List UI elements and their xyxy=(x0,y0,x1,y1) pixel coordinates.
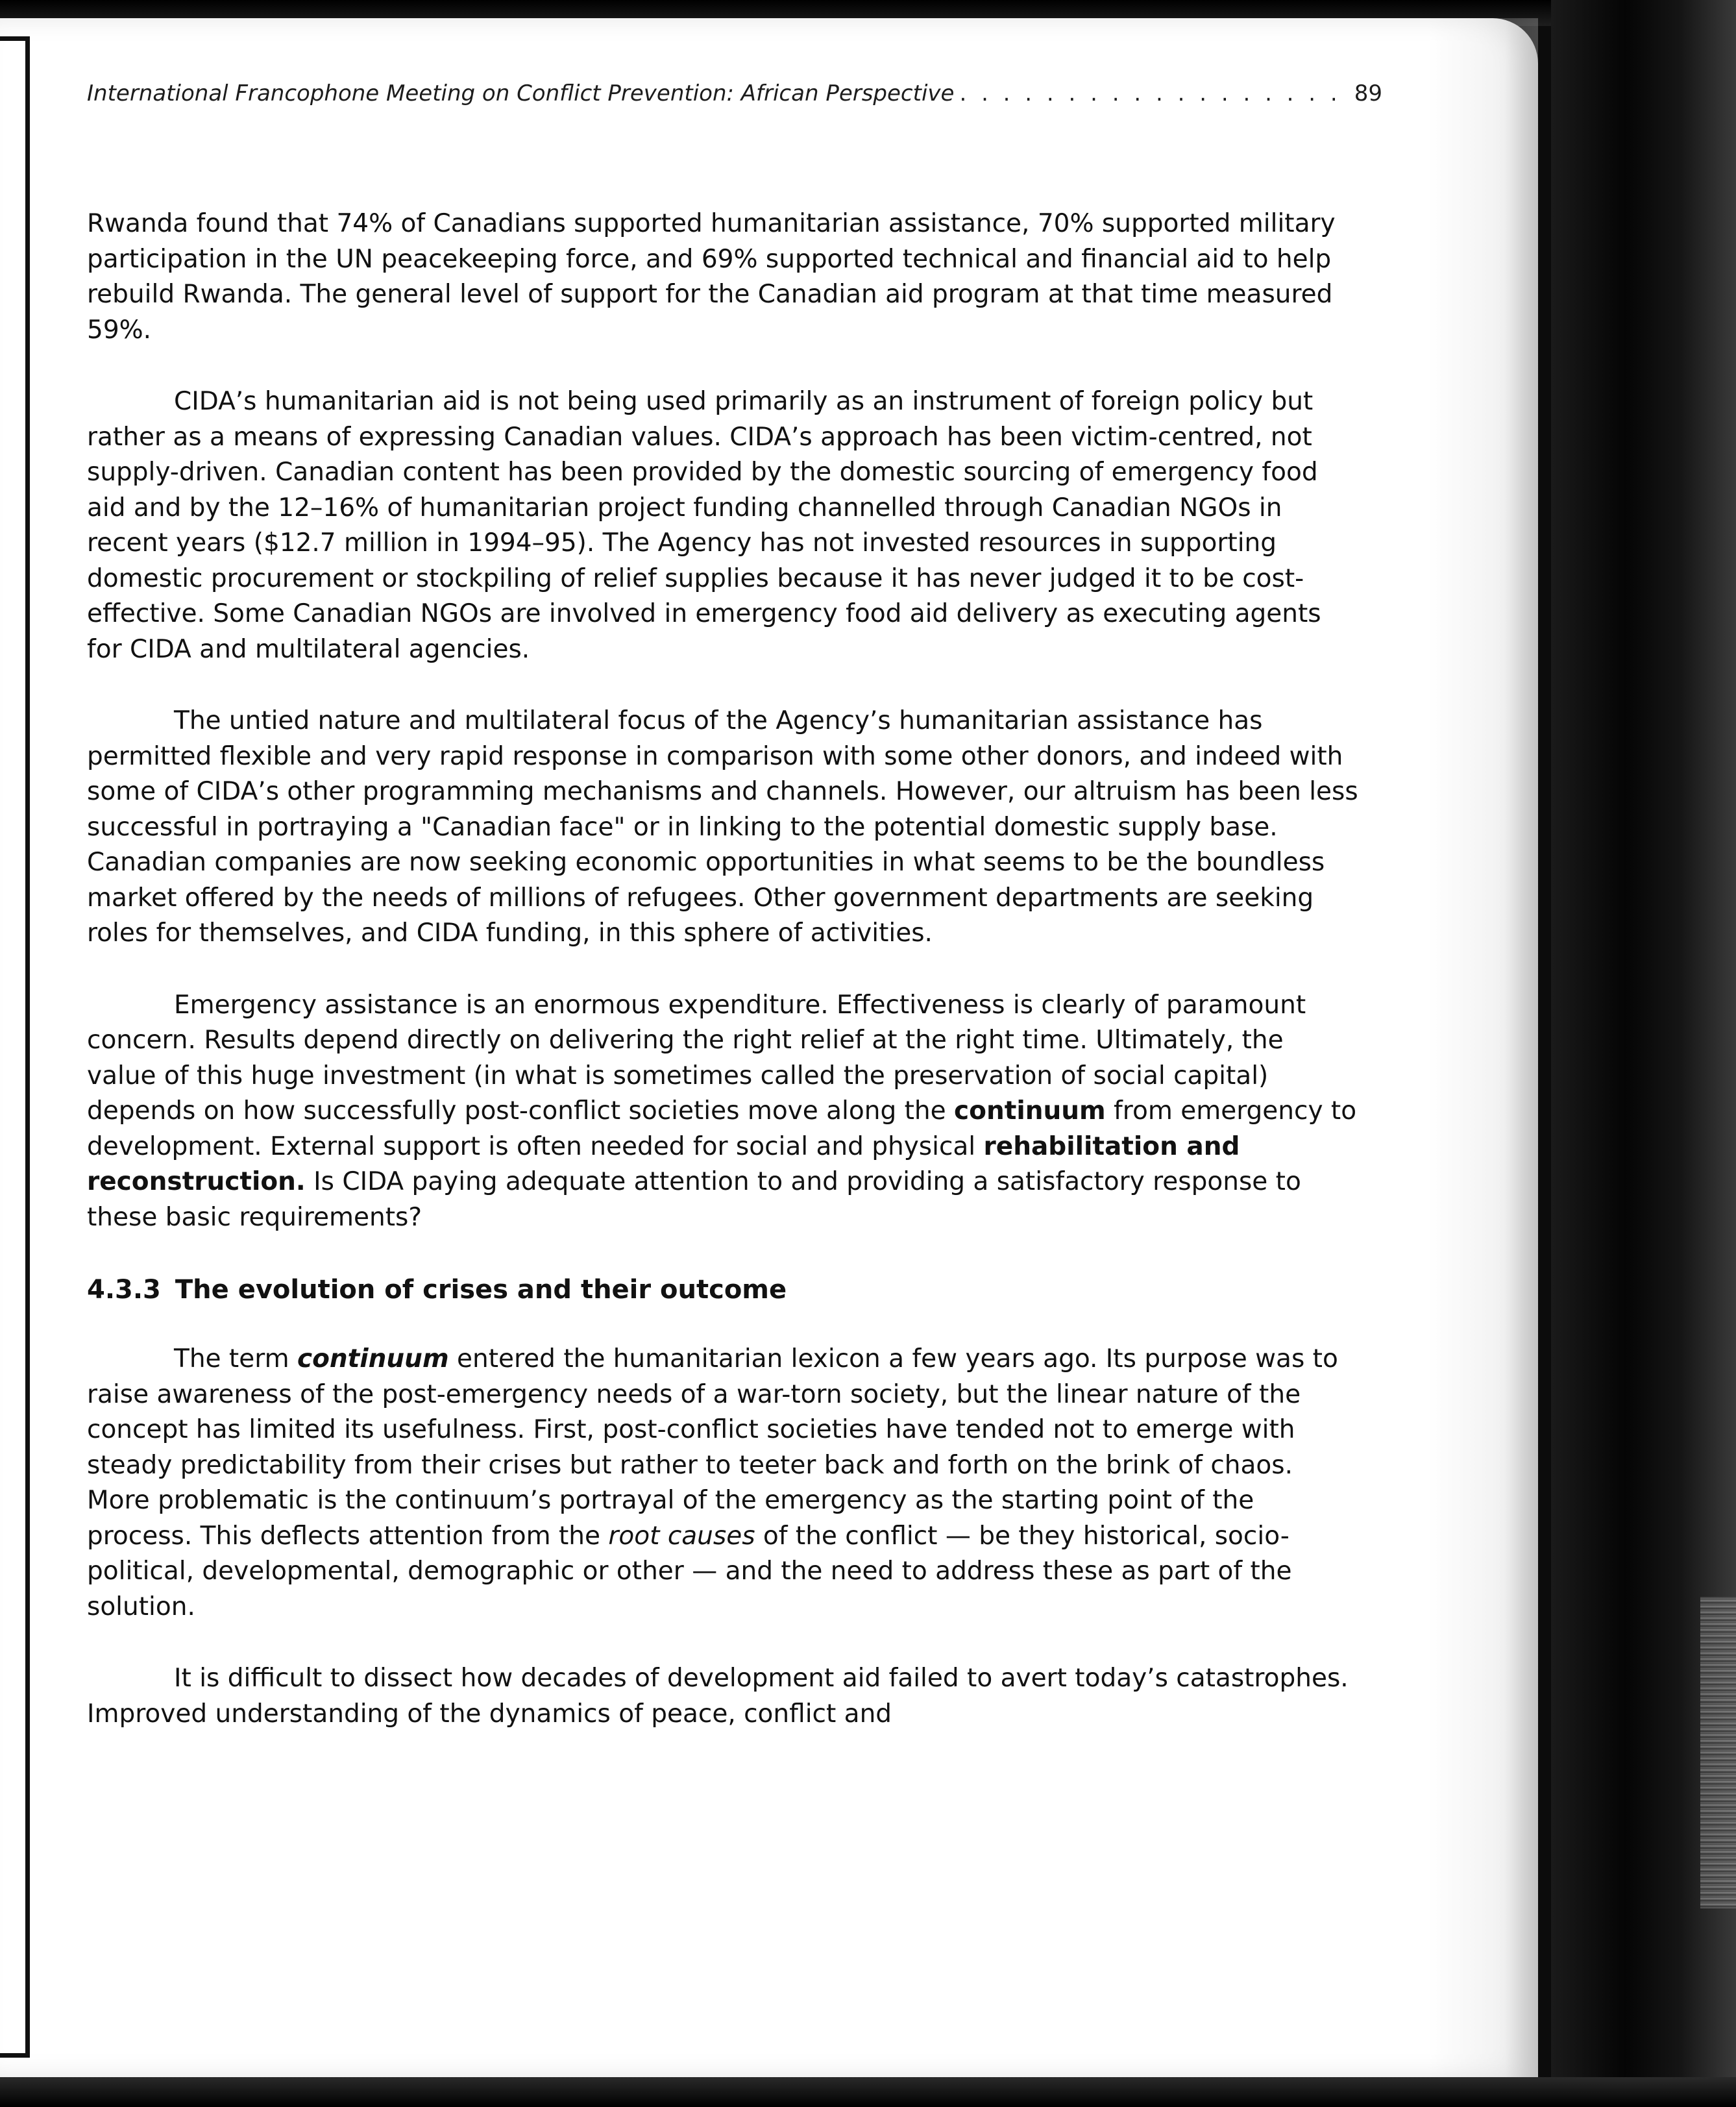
paragraph-3: The untied nature and multilateral focus of the Agency’s humanitarian assistance has permitted flexible and very rapid response in comparison with some other donors, and indeed with some of CIDA’s other programming mechanisms and channels. However, our altruism has been less successful in portraying a "Canadian face" or in linking to the potential domestic supply base. Canadian companies are now seeking economic opportunities in what seems to be the boundless market offered by the needs of millions of refugees. Other government departments are seeking roles for themselves, and CIDA funding, in this sphere of activities. xyxy=(87,706,1358,948)
term-continuum-emphasis: continuum xyxy=(297,1344,449,1374)
running-title: International Francophone Meeting on Conflict Prevention: African Perspective xyxy=(87,80,955,106)
paragraph-5-text-a: The term xyxy=(174,1344,297,1374)
paragraph-4-text-c: from emergency to development. External support is often needed for social and physical xyxy=(87,1096,1357,1161)
paragraph-4-text-a: Emergency assistance is an enormous expenditure. Effectiveness is clearly of paramount concern. Results depend directly on delivering the right relief at the right time. Ultimately, the value of this huge investment (in what is sometimes called the preservation of social capital) depends on how successfully post-conflict societies move along the xyxy=(87,990,1306,1126)
page-curl-shadow xyxy=(1428,18,1538,2077)
paragraph-6: It is difficult to dissect how decades of development aid failed to avert today’s catastrophes. Improved understanding of the dynamics of peace, conflict and xyxy=(87,1664,1349,1729)
paragraph-5 xyxy=(87,1342,1359,1625)
section-number: 4.3.3 xyxy=(87,1275,161,1305)
scan-bottom-edge xyxy=(0,2077,1736,2107)
paragraph-4 xyxy=(87,988,1359,1236)
paragraph-5-text-e: of the conflict — be they historical, socio-political, developmental, demographic or other — and the need to address these as part of the solution. xyxy=(87,1521,1292,1621)
section-title: The evolution of crises and their outcome xyxy=(175,1275,787,1305)
paragraph-1: Rwanda found that 74% of Canadians supported humanitarian assistance, 70% supported military participation in the UN peacekeeping force, and 69% supported technical and financial aid to help rebuild Rwanda. The general level of support for the Canadian aid program at that time measured 59%. xyxy=(87,209,1336,345)
term-continuum: continuum xyxy=(954,1096,1106,1126)
running-header xyxy=(87,80,1382,119)
paragraph-2: CIDA’s humanitarian aid is not being used primarily as an instrument of foreign policy but rather as a means of expressing Canadian values. CIDA’s approach has been victim-centred, not supply-driven. Canadian content has been provided by the domestic sourcing of emergency food aid and by the 12–16% of humanitarian project funding channelled through Canadian NGOs in recent years ($12.7 million in 1994–95). The Agency has not invested resources in supporting domestic procurement or stockpiling of relief supplies because it has never judged it to be cost-effective. Some Canadian NGOs are involved in emergency food aid delivery as executing agents for CIDA and multilateral agencies. xyxy=(87,387,1321,664)
page-body xyxy=(87,206,1359,1768)
scan-noise xyxy=(1700,1597,1736,1908)
paragraph-4-text-e: Is CIDA paying adequate attention to and providing a satisfactory response to these basic requirements? xyxy=(87,1167,1301,1232)
binding-bracket xyxy=(0,36,30,2058)
leader-dots: . . . . . . . . . . . . . . . . . . xyxy=(959,80,1341,106)
section-heading xyxy=(87,1272,1359,1308)
page-number: 89 xyxy=(1354,80,1382,106)
term-rehabilitation: rehabilitation and reconstruction. xyxy=(87,1131,1240,1196)
term-root-causes: root causes xyxy=(608,1521,755,1551)
paragraph-5-text-c: entered the humanitarian lexicon a few years ago. Its purpose was to raise awareness of the post-emergency needs of a war-torn society, but the linear nature of the concept has limited its usefulness. First, post-conflict societies have tended not to emerge with steady predictability from their crises but rather to teeter back and forth on the brink of chaos. More problematic is the continuum’s portrayal of the emergency as the starting point of the process. This deflects attention from the xyxy=(87,1344,1338,1551)
